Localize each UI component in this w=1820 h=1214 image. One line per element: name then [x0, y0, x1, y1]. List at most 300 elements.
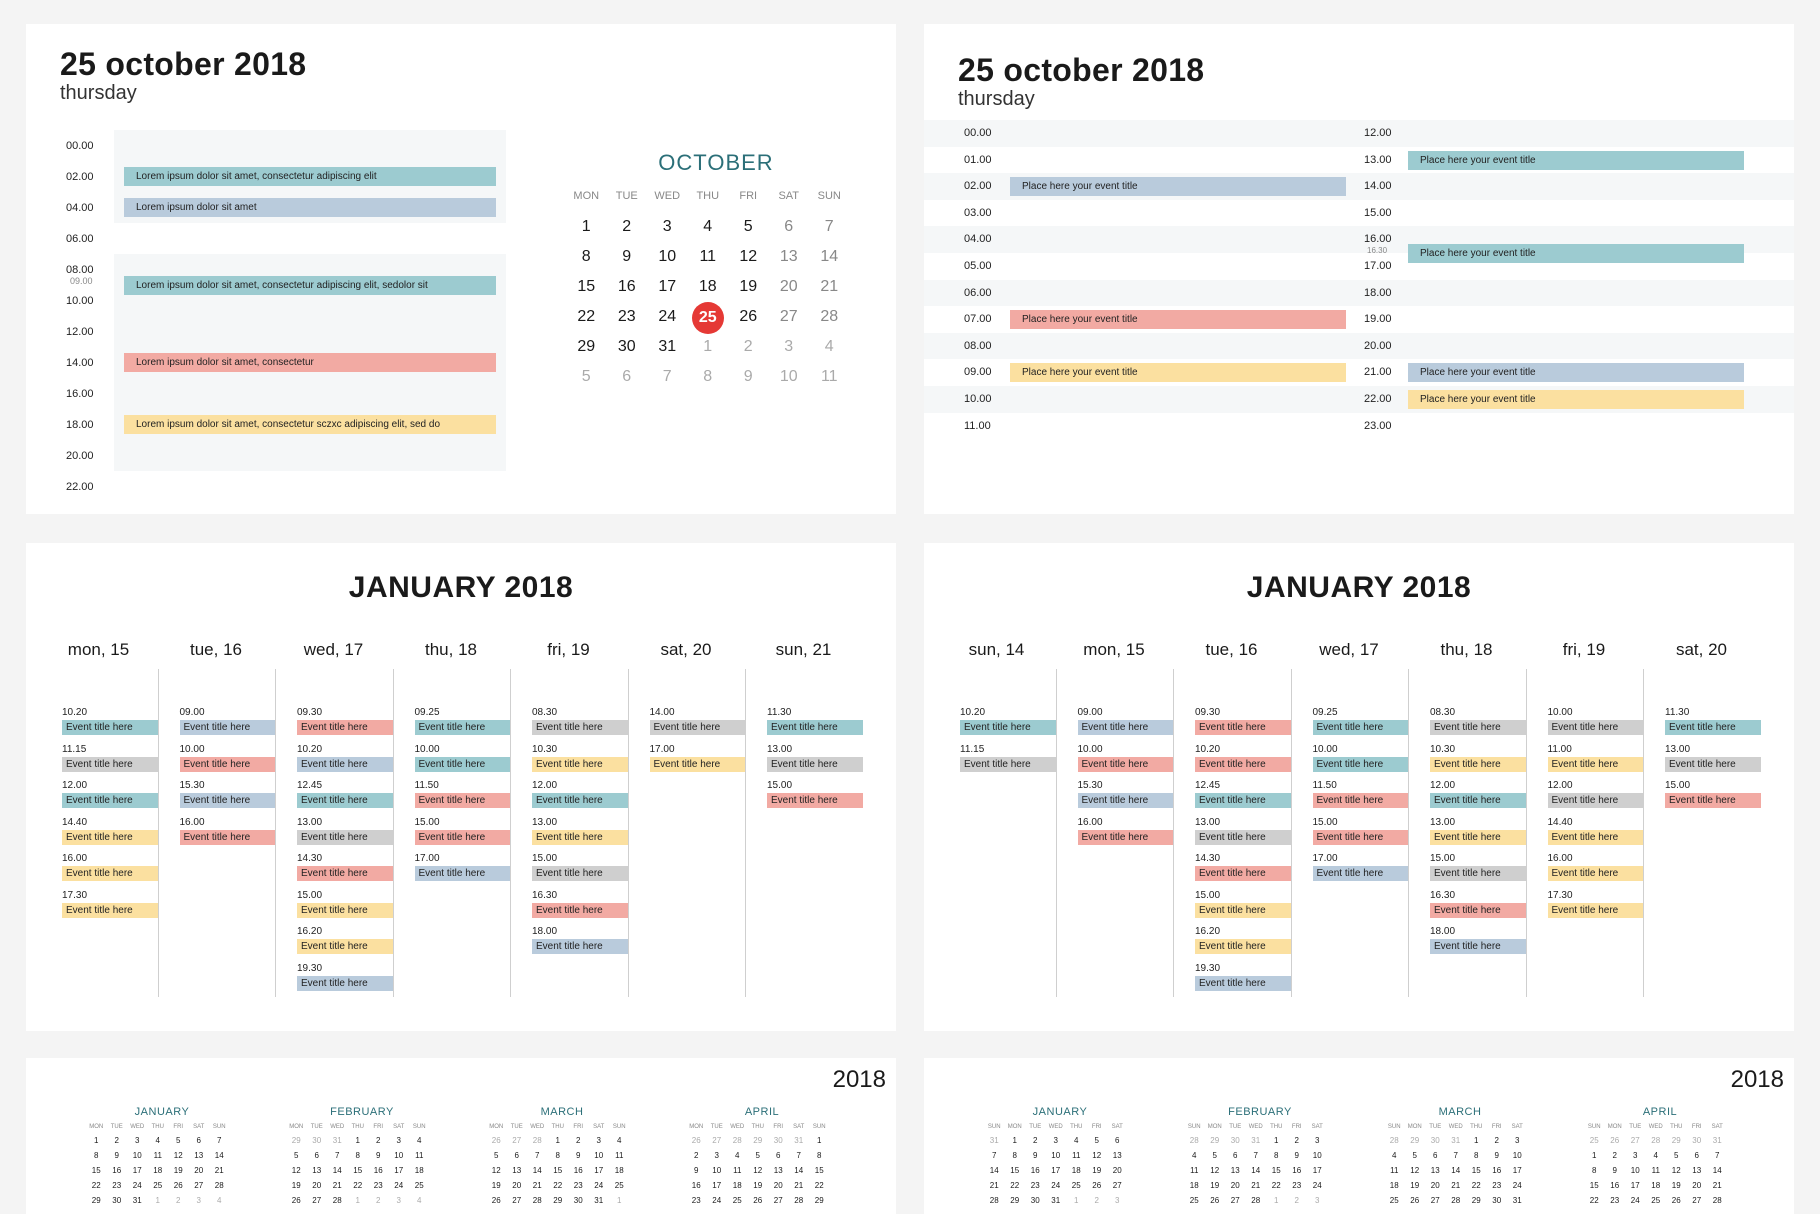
- day-cell[interactable]: 17: [658, 278, 677, 295]
- day-cell-other-month[interactable]: 5: [581, 368, 591, 385]
- timeline-event[interactable]: Lorem ipsum dolor sit amet: [124, 198, 496, 217]
- day-cell[interactable]: 1: [1274, 1196, 1279, 1205]
- week-event[interactable]: [297, 744, 393, 772]
- day-cell[interactable]: 8: [1474, 1151, 1479, 1160]
- day-cell[interactable]: 26: [291, 1196, 301, 1205]
- week-event[interactable]: [62, 853, 158, 881]
- day-cell[interactable]: 22: [1589, 1196, 1599, 1205]
- day-cell[interactable]: 27: [712, 1136, 722, 1145]
- day-cell[interactable]: 31: [658, 338, 677, 355]
- week-event[interactable]: [297, 963, 393, 991]
- day-cell[interactable]: 31: [1712, 1136, 1722, 1145]
- day-cell[interactable]: 4: [1074, 1136, 1079, 1145]
- day-cell[interactable]: 28: [1451, 1196, 1461, 1205]
- day-cell[interactable]: 12: [1210, 1166, 1220, 1175]
- day-cell[interactable]: 31: [1051, 1196, 1061, 1205]
- week-event[interactable]: [532, 744, 628, 772]
- day-cell[interactable]: 10: [658, 248, 677, 265]
- day-cell[interactable]: 29: [577, 338, 596, 355]
- day-cell[interactable]: 14: [1251, 1166, 1261, 1175]
- day-cell[interactable]: 5: [755, 1151, 760, 1160]
- day-cell[interactable]: 3: [396, 1196, 401, 1205]
- day-cell[interactable]: 4: [735, 1151, 740, 1160]
- day-cell-other-month[interactable]: 8: [703, 368, 713, 385]
- event-bar[interactable]: Place here your event title: [1408, 390, 1744, 409]
- day-cell[interactable]: 30: [573, 1196, 583, 1205]
- day-cell[interactable]: 13: [1230, 1166, 1240, 1175]
- day-cell[interactable]: 26: [1092, 1181, 1102, 1190]
- day-cell[interactable]: 5: [1212, 1151, 1217, 1160]
- day-cell[interactable]: 20: [1692, 1181, 1702, 1190]
- day-cell[interactable]: 9: [114, 1151, 119, 1160]
- day-cell[interactable]: 23: [1030, 1181, 1040, 1190]
- event-bar[interactable]: Place here your event title: [1408, 244, 1744, 263]
- day-cell[interactable]: 16: [617, 278, 636, 295]
- day-cell[interactable]: 7: [824, 218, 834, 235]
- day-cell[interactable]: 16: [1492, 1166, 1502, 1175]
- week-event[interactable]: [1430, 890, 1526, 918]
- week-event[interactable]: [1078, 780, 1174, 808]
- day-cell[interactable]: 29: [1671, 1136, 1681, 1145]
- day-cell[interactable]: 27: [1230, 1196, 1240, 1205]
- day-cell[interactable]: 19: [1671, 1181, 1681, 1190]
- day-cell[interactable]: 25: [153, 1181, 163, 1190]
- day-cell[interactable]: 12: [739, 248, 758, 265]
- day-cell[interactable]: 3: [1053, 1136, 1058, 1145]
- day-cell[interactable]: 22: [1010, 1181, 1020, 1190]
- day-cell[interactable]: 18: [414, 1166, 424, 1175]
- day-cell[interactable]: 21: [794, 1181, 804, 1190]
- week-event[interactable]: [415, 817, 511, 845]
- day-cell[interactable]: 13: [312, 1166, 322, 1175]
- day-cell-other-month[interactable]: 6: [622, 368, 632, 385]
- day-cell[interactable]: 2: [1294, 1136, 1299, 1145]
- day-cell[interactable]: 20: [1230, 1181, 1240, 1190]
- timeline-event[interactable]: Lorem ipsum dolor sit amet, consectetur adipiscing elit: [124, 167, 496, 186]
- day-cell[interactable]: 21: [1451, 1181, 1461, 1190]
- day-cell[interactable]: 20: [1430, 1181, 1440, 1190]
- day-cell[interactable]: 1: [94, 1136, 99, 1145]
- week-event[interactable]: [1548, 780, 1644, 808]
- day-cell[interactable]: 11: [1190, 1166, 1199, 1175]
- day-cell[interactable]: 28: [794, 1196, 804, 1205]
- week-event[interactable]: [1430, 817, 1526, 845]
- day-cell[interactable]: 31: [1451, 1136, 1461, 1145]
- day-cell[interactable]: 18: [1651, 1181, 1661, 1190]
- day-cell[interactable]: 3: [714, 1151, 719, 1160]
- day-cell[interactable]: 30: [773, 1136, 783, 1145]
- week-event[interactable]: [1078, 744, 1174, 772]
- day-cell[interactable]: 31: [1251, 1136, 1261, 1145]
- day-cell[interactable]: 10: [1312, 1151, 1322, 1160]
- day-cell[interactable]: 15: [1471, 1166, 1481, 1175]
- day-cell[interactable]: 8: [1592, 1166, 1597, 1175]
- day-cell[interactable]: 1: [1474, 1136, 1479, 1145]
- day-cell[interactable]: 20: [779, 278, 798, 295]
- day-cell[interactable]: 7: [1453, 1151, 1458, 1160]
- day-cell[interactable]: 23: [573, 1181, 583, 1190]
- day-cell[interactable]: 15: [814, 1166, 824, 1175]
- day-cell[interactable]: 20: [1112, 1166, 1122, 1175]
- day-cell[interactable]: 24: [1051, 1181, 1061, 1190]
- day-cell[interactable]: 4: [703, 218, 713, 235]
- day-cell[interactable]: 13: [773, 1166, 783, 1175]
- day-cell[interactable]: 29: [1210, 1136, 1220, 1145]
- week-event[interactable]: [1548, 853, 1644, 881]
- day-cell[interactable]: 15: [1271, 1166, 1281, 1175]
- day-cell[interactable]: 13: [1430, 1166, 1440, 1175]
- day-cell[interactable]: 2: [176, 1196, 181, 1205]
- day-cell[interactable]: 14: [794, 1166, 804, 1175]
- day-cell[interactable]: 8: [581, 248, 591, 265]
- event-bar[interactable]: Place here your event title: [1408, 363, 1744, 382]
- day-cell[interactable]: 7: [992, 1151, 997, 1160]
- day-cell[interactable]: 6: [1694, 1151, 1699, 1160]
- day-cell[interactable]: 25: [614, 1181, 624, 1190]
- day-cell[interactable]: 18: [153, 1166, 163, 1175]
- day-cell[interactable]: 2: [1094, 1196, 1099, 1205]
- week-event[interactable]: [960, 707, 1056, 735]
- day-cell[interactable]: 20: [312, 1181, 322, 1190]
- week-event[interactable]: [415, 780, 511, 808]
- week-event[interactable]: [1195, 817, 1291, 845]
- day-cell[interactable]: 28: [989, 1196, 999, 1205]
- day-cell[interactable]: 25: [1651, 1196, 1661, 1205]
- day-cell[interactable]: 27: [779, 308, 798, 325]
- day-cell[interactable]: 18: [1071, 1166, 1081, 1175]
- day-cell[interactable]: 6: [314, 1151, 319, 1160]
- week-event[interactable]: [650, 744, 746, 772]
- day-cell[interactable]: 6: [1233, 1151, 1238, 1160]
- day-cell[interactable]: 12: [1092, 1151, 1102, 1160]
- day-cell[interactable]: 17: [712, 1181, 722, 1190]
- day-cell[interactable]: 28: [214, 1181, 224, 1190]
- day-cell[interactable]: 11: [1072, 1151, 1081, 1160]
- week-event[interactable]: [532, 853, 628, 881]
- day-cell[interactable]: 30: [1230, 1136, 1240, 1145]
- day-cell[interactable]: 19: [291, 1181, 301, 1190]
- day-cell[interactable]: 20: [194, 1166, 204, 1175]
- day-cell[interactable]: 1: [555, 1136, 560, 1145]
- week-event[interactable]: [1430, 744, 1526, 772]
- week-event[interactable]: [297, 853, 393, 881]
- event-bar[interactable]: Place here your event title: [1408, 151, 1744, 170]
- day-cell[interactable]: 9: [1612, 1166, 1617, 1175]
- week-event[interactable]: [1665, 707, 1761, 735]
- day-cell[interactable]: 22: [1471, 1181, 1481, 1190]
- day-cell[interactable]: 29: [291, 1136, 301, 1145]
- day-cell[interactable]: 31: [332, 1136, 342, 1145]
- day-cell[interactable]: 2: [1033, 1136, 1038, 1145]
- day-cell[interactable]: 19: [1410, 1181, 1420, 1190]
- week-event[interactable]: [297, 707, 393, 735]
- day-cell[interactable]: 1: [355, 1196, 360, 1205]
- week-event[interactable]: [1195, 707, 1291, 735]
- week-event[interactable]: [1313, 817, 1409, 845]
- day-cell[interactable]: 15: [91, 1166, 101, 1175]
- day-cell[interactable]: 22: [91, 1181, 101, 1190]
- day-cell[interactable]: 30: [1692, 1136, 1702, 1145]
- day-cell[interactable]: 8: [355, 1151, 360, 1160]
- day-cell[interactable]: 18: [1189, 1181, 1199, 1190]
- day-cell[interactable]: 17: [1512, 1166, 1522, 1175]
- day-cell[interactable]: 25: [414, 1181, 424, 1190]
- day-cell[interactable]: 11: [615, 1151, 624, 1160]
- day-cell[interactable]: 6: [196, 1136, 201, 1145]
- day-cell[interactable]: 22: [553, 1181, 563, 1190]
- day-cell[interactable]: 24: [132, 1181, 142, 1190]
- day-cell[interactable]: 16: [1030, 1166, 1040, 1175]
- week-event[interactable]: [532, 890, 628, 918]
- week-event[interactable]: [960, 744, 1056, 772]
- day-cell[interactable]: 15: [1589, 1181, 1599, 1190]
- day-cell[interactable]: 13: [194, 1151, 204, 1160]
- day-cell[interactable]: 7: [796, 1151, 801, 1160]
- day-cell[interactable]: 22: [814, 1181, 824, 1190]
- day-cell[interactable]: 6: [784, 218, 794, 235]
- day-cell[interactable]: 2: [694, 1151, 699, 1160]
- week-event[interactable]: [1195, 744, 1291, 772]
- day-cell[interactable]: 2: [1494, 1136, 1499, 1145]
- day-cell[interactable]: 28: [1251, 1196, 1261, 1205]
- day-cell[interactable]: 27: [1692, 1196, 1702, 1205]
- day-cell[interactable]: 27: [1630, 1136, 1640, 1145]
- day-cell[interactable]: 19: [1092, 1166, 1102, 1175]
- timeline-event[interactable]: Lorem ipsum dolor sit amet, consectetur: [124, 353, 496, 372]
- week-event[interactable]: [1195, 926, 1291, 954]
- day-cell[interactable]: 28: [532, 1196, 542, 1205]
- day-cell[interactable]: 17: [1312, 1166, 1322, 1175]
- day-cell[interactable]: 24: [1312, 1181, 1322, 1190]
- day-cell[interactable]: 2: [1612, 1151, 1617, 1160]
- day-cell[interactable]: 24: [394, 1181, 404, 1190]
- week-event[interactable]: [1313, 853, 1409, 881]
- day-cell[interactable]: 12: [1671, 1166, 1681, 1175]
- day-cell[interactable]: 3: [196, 1196, 201, 1205]
- day-cell[interactable]: 23: [691, 1196, 701, 1205]
- day-cell[interactable]: 3: [662, 218, 672, 235]
- day-cell[interactable]: 26: [1210, 1196, 1220, 1205]
- day-cell[interactable]: 13: [1692, 1166, 1702, 1175]
- day-cell[interactable]: 16: [112, 1166, 122, 1175]
- day-cell-other-month[interactable]: 7: [662, 368, 672, 385]
- day-cell[interactable]: 19: [753, 1181, 763, 1190]
- day-cell[interactable]: 10: [712, 1166, 722, 1175]
- day-cell[interactable]: 1: [581, 218, 591, 235]
- day-cell[interactable]: 17: [394, 1166, 404, 1175]
- day-cell[interactable]: 21: [532, 1181, 542, 1190]
- day-cell[interactable]: 27: [773, 1196, 783, 1205]
- day-cell[interactable]: 10: [132, 1151, 142, 1160]
- week-event[interactable]: [180, 744, 276, 772]
- day-cell[interactable]: 9: [622, 248, 632, 265]
- event-bar[interactable]: Place here your event title: [1010, 310, 1346, 329]
- week-event[interactable]: [1665, 780, 1761, 808]
- day-cell[interactable]: 2: [622, 218, 632, 235]
- day-cell[interactable]: 27: [512, 1196, 522, 1205]
- day-cell[interactable]: 5: [176, 1136, 181, 1145]
- day-cell[interactable]: 7: [1715, 1151, 1720, 1160]
- day-cell[interactable]: 18: [1389, 1181, 1399, 1190]
- day-cell[interactable]: 6: [1115, 1136, 1120, 1145]
- day-cell[interactable]: 19: [491, 1181, 501, 1190]
- day-cell[interactable]: 10: [1512, 1151, 1522, 1160]
- day-cell[interactable]: 1: [617, 1196, 622, 1205]
- day-cell[interactable]: 4: [1392, 1151, 1397, 1160]
- day-cell[interactable]: 28: [332, 1196, 342, 1205]
- day-cell[interactable]: 9: [694, 1166, 699, 1175]
- day-cell[interactable]: 29: [1410, 1136, 1420, 1145]
- day-cell[interactable]: 29: [91, 1196, 101, 1205]
- day-cell[interactable]: 31: [132, 1196, 142, 1205]
- day-cell[interactable]: 27: [1112, 1181, 1122, 1190]
- day-cell[interactable]: 29: [1471, 1196, 1481, 1205]
- day-cell-other-month[interactable]: 4: [824, 338, 834, 355]
- day-cell[interactable]: 20: [773, 1181, 783, 1190]
- week-event[interactable]: [650, 707, 746, 735]
- day-cell[interactable]: 9: [1033, 1151, 1038, 1160]
- week-event[interactable]: [297, 780, 393, 808]
- day-cell[interactable]: 1: [1074, 1196, 1079, 1205]
- day-cell[interactable]: 24: [594, 1181, 604, 1190]
- day-cell[interactable]: 2: [376, 1196, 381, 1205]
- day-cell[interactable]: 16: [1610, 1181, 1620, 1190]
- day-cell[interactable]: 3: [596, 1136, 601, 1145]
- day-cell[interactable]: 28: [532, 1136, 542, 1145]
- week-event[interactable]: [180, 780, 276, 808]
- day-cell[interactable]: 15: [577, 278, 596, 295]
- week-event[interactable]: [1078, 707, 1174, 735]
- day-cell[interactable]: 25: [1189, 1196, 1199, 1205]
- day-cell[interactable]: 27: [1430, 1196, 1440, 1205]
- day-cell[interactable]: 2: [376, 1136, 381, 1145]
- day-cell[interactable]: 31: [794, 1136, 804, 1145]
- day-cell[interactable]: 28: [1389, 1136, 1399, 1145]
- week-event[interactable]: [180, 707, 276, 735]
- day-cell-other-month[interactable]: 11: [820, 368, 838, 385]
- week-event[interactable]: [1548, 744, 1644, 772]
- day-cell[interactable]: 2: [1294, 1196, 1299, 1205]
- day-cell[interactable]: 21: [214, 1166, 224, 1175]
- day-cell[interactable]: 8: [1274, 1151, 1279, 1160]
- day-cell[interactable]: 23: [373, 1181, 383, 1190]
- day-cell[interactable]: 9: [1294, 1151, 1299, 1160]
- day-cell[interactable]: 4: [617, 1136, 622, 1145]
- day-cell[interactable]: 5: [494, 1151, 499, 1160]
- day-cell[interactable]: 16: [373, 1166, 383, 1175]
- day-cell[interactable]: 4: [417, 1136, 422, 1145]
- event-bar[interactable]: Place here your event title: [1010, 363, 1346, 382]
- week-event[interactable]: [1430, 926, 1526, 954]
- day-cell[interactable]: 21: [1712, 1181, 1722, 1190]
- day-cell[interactable]: 10: [1051, 1151, 1061, 1160]
- day-cell[interactable]: 12: [173, 1151, 183, 1160]
- day-cell[interactable]: 3: [135, 1136, 140, 1145]
- day-cell[interactable]: 13: [512, 1166, 522, 1175]
- day-cell[interactable]: 12: [491, 1166, 501, 1175]
- week-event[interactable]: [1195, 853, 1291, 881]
- day-cell[interactable]: 26: [173, 1181, 183, 1190]
- day-cell[interactable]: 14: [820, 248, 839, 265]
- day-cell[interactable]: 21: [989, 1181, 999, 1190]
- day-cell[interactable]: 17: [594, 1166, 604, 1175]
- day-cell[interactable]: 30: [1030, 1196, 1040, 1205]
- day-cell[interactable]: 4: [155, 1136, 160, 1145]
- week-event[interactable]: [1430, 707, 1526, 735]
- day-cell[interactable]: 1: [1012, 1136, 1017, 1145]
- day-cell[interactable]: 17: [1051, 1166, 1061, 1175]
- day-cell[interactable]: 14: [332, 1166, 342, 1175]
- day-cell[interactable]: 23: [112, 1181, 122, 1190]
- day-cell[interactable]: 3: [396, 1136, 401, 1145]
- day-cell[interactable]: 31: [1512, 1196, 1522, 1205]
- day-cell[interactable]: 22: [1271, 1181, 1281, 1190]
- timeline-event[interactable]: Lorem ipsum dolor sit amet, consectetur sczxc adipiscing elit, sed do: [124, 415, 496, 434]
- day-cell[interactable]: 22: [353, 1181, 363, 1190]
- day-cell[interactable]: 26: [739, 308, 758, 325]
- day-cell[interactable]: 18: [698, 278, 717, 295]
- day-cell[interactable]: 27: [194, 1181, 204, 1190]
- week-event[interactable]: [415, 744, 511, 772]
- day-cell[interactable]: 25: [732, 1196, 742, 1205]
- day-cell[interactable]: 13: [779, 248, 798, 265]
- day-cell[interactable]: 30: [1430, 1136, 1440, 1145]
- day-cell-other-month[interactable]: 10: [779, 368, 798, 385]
- day-cell[interactable]: 3: [1115, 1196, 1120, 1205]
- week-event[interactable]: [1548, 707, 1644, 735]
- day-cell[interactable]: 27: [512, 1136, 522, 1145]
- week-event[interactable]: [415, 707, 511, 735]
- week-event[interactable]: [1548, 817, 1644, 845]
- week-event[interactable]: [1313, 707, 1409, 735]
- day-cell[interactable]: 9: [576, 1151, 581, 1160]
- day-cell[interactable]: 30: [617, 338, 636, 355]
- day-cell[interactable]: 1: [1274, 1136, 1279, 1145]
- day-cell[interactable]: 28: [1651, 1136, 1661, 1145]
- day-cell[interactable]: 15: [553, 1166, 563, 1175]
- day-cell[interactable]: 29: [1010, 1196, 1020, 1205]
- day-cell[interactable]: 27: [312, 1196, 322, 1205]
- day-cell[interactable]: 11: [1651, 1166, 1660, 1175]
- day-cell[interactable]: 24: [1630, 1196, 1640, 1205]
- week-event[interactable]: [1548, 890, 1644, 918]
- day-cell[interactable]: 10: [1630, 1166, 1640, 1175]
- week-event[interactable]: [1078, 817, 1174, 845]
- week-event[interactable]: [532, 707, 628, 735]
- day-cell[interactable]: 4: [217, 1196, 222, 1205]
- day-cell[interactable]: 13: [1112, 1151, 1122, 1160]
- week-event[interactable]: [1665, 744, 1761, 772]
- day-cell[interactable]: 5: [1412, 1151, 1417, 1160]
- day-cell[interactable]: 11: [733, 1166, 742, 1175]
- week-event[interactable]: [532, 817, 628, 845]
- day-cell[interactable]: 26: [691, 1136, 701, 1145]
- day-cell[interactable]: 31: [594, 1196, 604, 1205]
- day-cell[interactable]: 18: [614, 1166, 624, 1175]
- day-cell[interactable]: 3: [1633, 1151, 1638, 1160]
- day-cell[interactable]: 17: [1630, 1181, 1640, 1190]
- week-event[interactable]: [180, 817, 276, 845]
- day-cell[interactable]: 25: [1389, 1196, 1399, 1205]
- week-event[interactable]: [532, 926, 628, 954]
- day-cell[interactable]: 8: [1012, 1151, 1017, 1160]
- week-event[interactable]: [297, 926, 393, 954]
- day-cell[interactable]: 11: [153, 1151, 162, 1160]
- day-cell[interactable]: 21: [332, 1181, 342, 1190]
- day-cell-other-month[interactable]: 9: [743, 368, 753, 385]
- day-cell[interactable]: 24: [658, 308, 677, 325]
- day-cell[interactable]: 15: [353, 1166, 363, 1175]
